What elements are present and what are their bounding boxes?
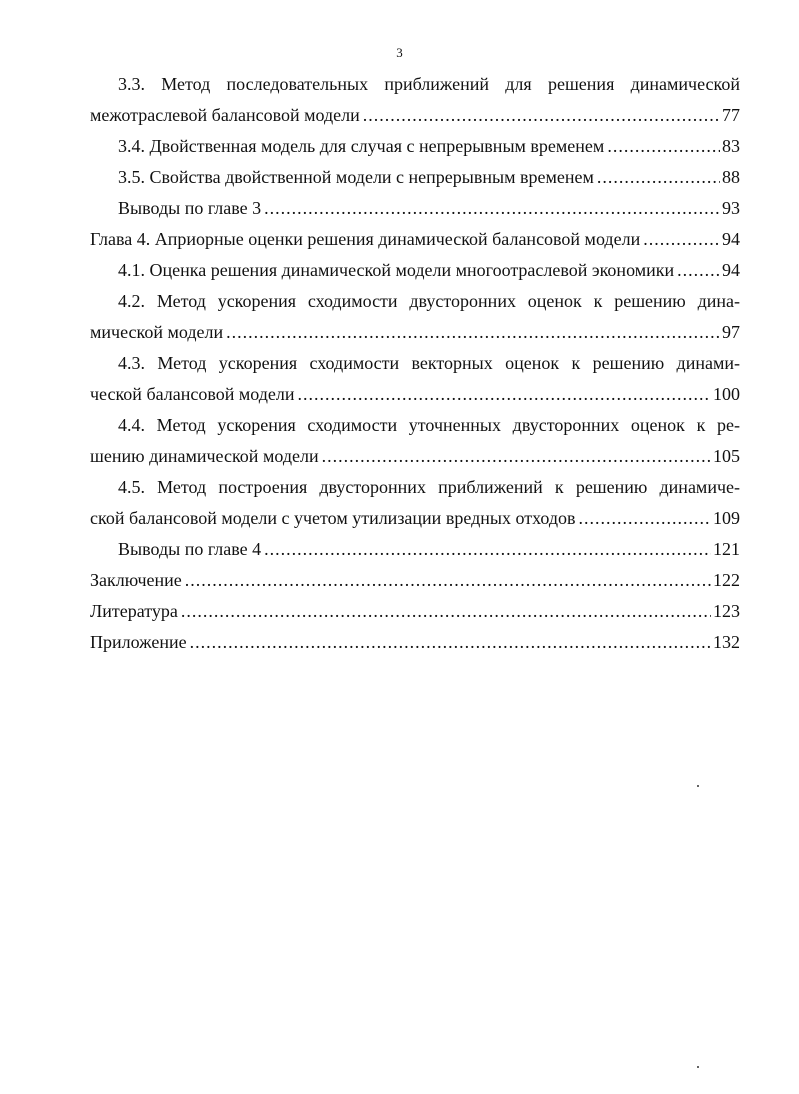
toc-entry-3-4[interactable] [90,131,740,162]
toc-page-number: 123 [713,601,740,621]
dot-leader [677,255,720,286]
dot-leader [643,224,720,255]
toc-page-number: 105 [713,446,740,466]
toc-page-number: 94 [722,260,740,280]
toc-entry-title-line: ческой балансовой модели [90,384,295,404]
dot-leader [607,131,720,162]
dot-leader [298,379,712,410]
toc-entry-title-line: Приложение [90,632,187,652]
toc-entry-title-line: 4.3. Метод ускорения сходимости векторных оценок к решению динами- [118,353,740,373]
toc-entry-leader-line [90,224,740,255]
toc-entry-title-line: Заключение [90,570,182,590]
toc-entry-leader-line [90,131,740,162]
toc-entry-4-1[interactable] [90,255,740,286]
toc-page-number: 93 [722,198,740,218]
toc-entry-leader-line [90,441,740,472]
toc-page-number: 122 [713,570,740,590]
toc-entry-title-line: Глава 4. Априорные оценки решения динамической балансовой модели [90,229,641,249]
toc-entry-title-line: 4.4. Метод ускорения сходимости уточненных двусторонних оценок к ре- [118,415,740,435]
toc-entry-leader-line [90,503,740,534]
dot-leader [322,441,711,472]
toc-entry-title-line: Выводы по главе 4 [118,539,262,559]
toc-entry-title-line: Выводы по главе 3 [118,198,262,218]
toc-page-number: 132 [713,632,740,652]
toc-entry-leader-line [90,379,740,410]
toc-entry-title-line: 4.1. Оценка решения динамической модели многоотраслевой экономики [118,260,675,280]
toc-entry-references[interactable] [90,596,740,627]
toc-entry-leader-line [90,534,740,565]
toc-entry-3-5[interactable] [90,162,740,193]
toc-entry-leader-line [90,627,740,658]
dot-leader [181,596,711,627]
toc-entry-leader-line [90,162,740,193]
toc-entry-leader-line [90,596,740,627]
dot-leader [185,565,711,596]
toc-entry-4-5[interactable] [90,472,740,534]
toc-entry-title-line: 4.5. Метод построения двусторонних приближений к решению динамиче- [118,477,740,497]
toc-page-number: 121 [713,539,740,559]
toc-entry-title-line: Литература [90,601,178,621]
dot-leader [363,100,720,131]
toc-entry-leader-line [90,317,740,348]
dot-leader [597,162,720,193]
toc-entry-title-line: ской балансовой модели с учетом утилизации вредных отходов [90,508,576,528]
toc-entry-title-line: 3.4. Двойственная модель для случая с непрерывным временем [118,136,605,156]
toc-entry-conclusions-ch3[interactable] [90,193,740,224]
toc-entry-chapter-4[interactable] [90,224,740,255]
toc-entry-4-2[interactable] [90,286,740,348]
scan-speck [697,785,699,787]
toc-entry-title-line: 4.2. Метод ускорения сходимости двусторонних оценок к решению дина- [118,291,740,311]
toc-entry-title-line: межотраслевой балансовой модели [90,105,360,125]
toc-entry-title-line: 3.5. Свойства двойственной модели с непрерывным временем [118,167,594,187]
toc-page-number: 83 [722,136,740,156]
dot-leader [264,193,720,224]
dot-leader [226,317,720,348]
toc-entry-4-4[interactable] [90,410,740,472]
toc-entry-leader-line [90,565,740,596]
toc-page-number: 77 [722,105,740,125]
toc-page-number: 97 [722,322,740,342]
toc-page-number: 109 [713,508,740,528]
toc-entry-4-3[interactable] [90,348,740,410]
table-of-contents [90,69,740,658]
toc-entry-title-line: мической модели [90,322,224,342]
page-number: 3 [396,45,403,60]
toc-entry-leader-line [90,193,740,224]
toc-entry-leader-line [90,255,740,286]
dot-leader [264,534,711,565]
toc-page-number: 94 [722,229,740,249]
toc-page-number: 88 [722,167,740,187]
toc-entry-title-line: шению динамической модели [90,446,319,466]
toc-entry-3-3[interactable] [90,69,740,131]
toc-page-number: 100 [713,384,740,404]
dot-leader [190,627,711,658]
toc-entry-title-line: 3.3. Метод последовательных приближений для решения динамической [118,74,740,94]
dot-leader [579,503,711,534]
toc-entry-conclusion[interactable] [90,565,740,596]
toc-entry-appendix[interactable] [90,627,740,658]
toc-entry-conclusions-ch4[interactable] [90,534,740,565]
toc-entry-leader-line [90,100,740,131]
scan-speck [697,1066,699,1068]
